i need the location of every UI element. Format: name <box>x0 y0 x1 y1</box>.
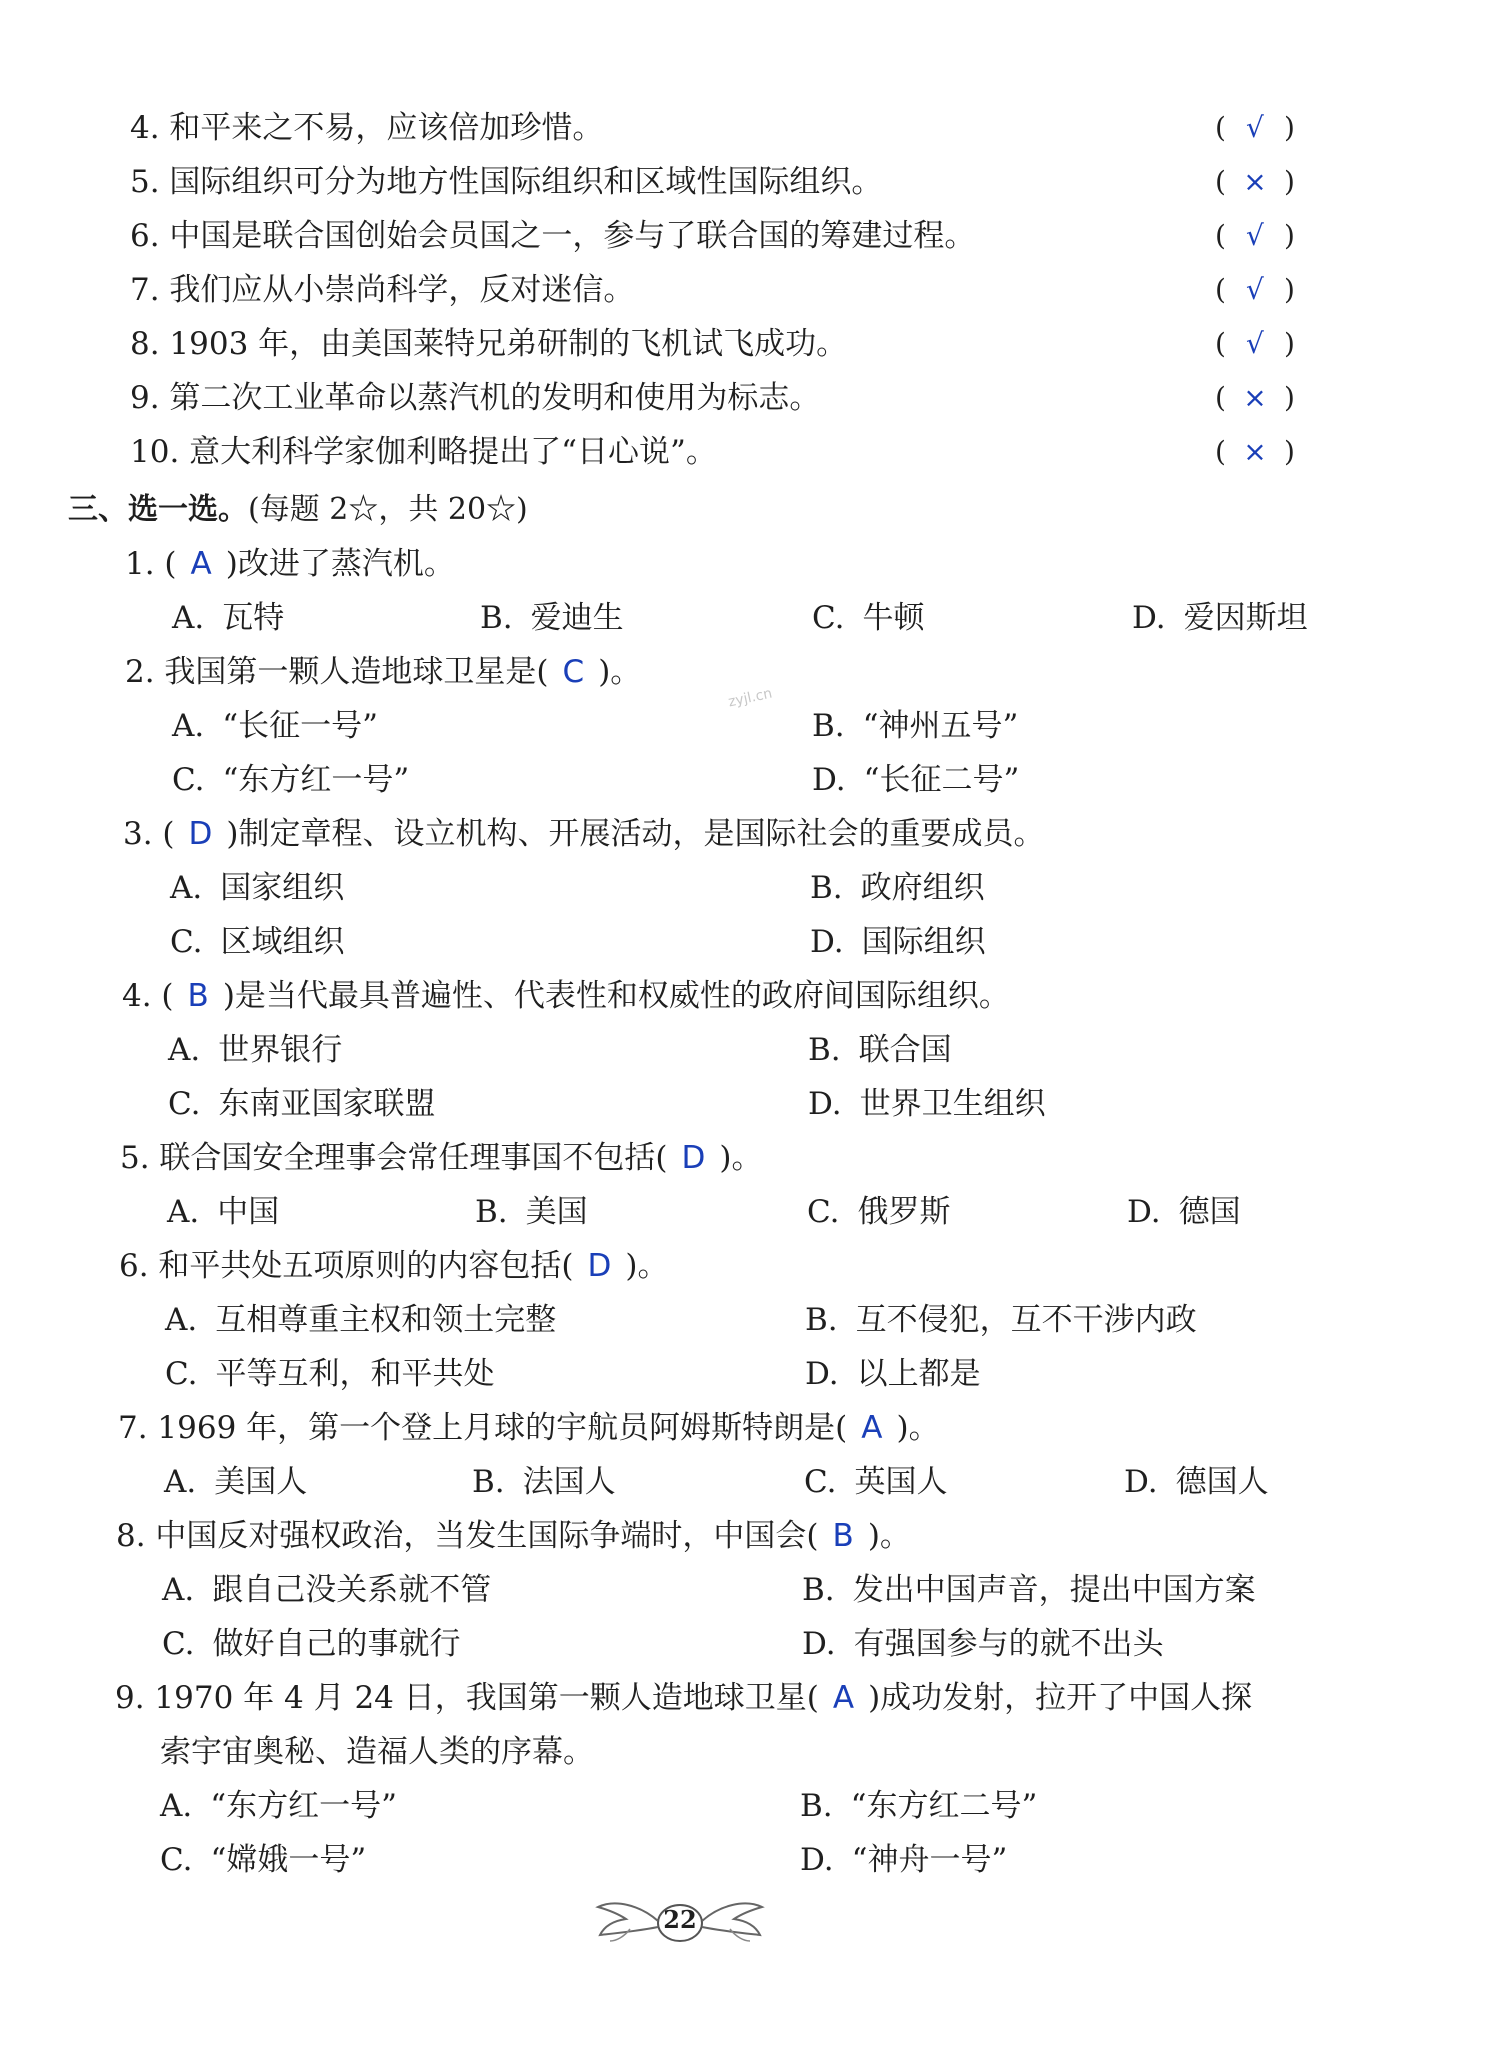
option-text: 法国人 <box>522 1464 616 1500</box>
tf-mark: × <box>1243 165 1267 198</box>
option-letter: C. <box>168 1086 201 1122</box>
option-text: 区域组织 <box>220 924 345 960</box>
question-stem <box>119 1246 669 1286</box>
tf-mark: √ <box>1246 111 1264 144</box>
option-text: 俄罗斯 <box>857 1194 951 1230</box>
answer-option <box>165 1300 556 1340</box>
option-text: 德国 <box>1178 1194 1241 1230</box>
chosen-answer: A <box>861 1410 883 1446</box>
answer-option <box>167 1192 279 1232</box>
paren-close: ) <box>1283 273 1295 306</box>
answer-option <box>472 1462 616 1502</box>
section-title: 三、选一选。 <box>68 492 248 527</box>
answer-option <box>1124 1462 1269 1502</box>
paren-close: ) <box>1283 381 1295 414</box>
tf-statement: 6. 中国是联合国创始会员国之一，参与了联合国的筹建过程。 <box>130 218 976 254</box>
tf-answer-box <box>1215 216 1295 256</box>
option-text: “长征二号” <box>863 762 1020 798</box>
paren-close: ) <box>1283 327 1295 360</box>
option-letter: C. <box>160 1842 193 1878</box>
option-letter: C. <box>170 924 203 960</box>
tf-statement: 8. 1903 年，由美国莱特兄弟研制的飞机试飞成功。 <box>130 326 848 362</box>
option-text: “东方红一号” <box>210 1788 397 1824</box>
tf-statement: 7. 我们应从小崇尚科学，反对迷信。 <box>130 272 635 308</box>
option-letter: B. <box>805 1302 838 1338</box>
option-letter: B. <box>808 1032 841 1068</box>
option-letter: A. <box>172 708 205 744</box>
option-text: 世界卫生组织 <box>859 1086 1046 1122</box>
answer-option <box>172 706 378 746</box>
answer-option <box>172 598 284 638</box>
stem-suffix: )。 <box>719 1140 763 1176</box>
option-letter: C. <box>162 1626 195 1662</box>
tf-answer-box <box>1215 270 1295 310</box>
option-letter: A. <box>165 1302 198 1338</box>
stem-prefix: 2. 我国第一颗人造地球卫星是( <box>125 654 549 690</box>
option-letter: C. <box>172 762 205 798</box>
answer-option <box>164 1462 307 1502</box>
option-letter: B. <box>810 870 843 906</box>
answer-option <box>802 1570 1256 1610</box>
option-text: “长征一号” <box>222 708 378 744</box>
tf-answer-box <box>1215 378 1295 418</box>
option-text: 平等互利，和平共处 <box>215 1356 495 1392</box>
option-letter: B. <box>812 708 845 744</box>
option-letter: A. <box>170 870 203 906</box>
option-text: 爱迪生 <box>530 600 624 636</box>
stem-suffix: )。 <box>867 1518 911 1554</box>
option-letter: A. <box>167 1194 200 1230</box>
paren-open: ( <box>1215 327 1226 360</box>
answer-option <box>807 1192 950 1232</box>
answer-option <box>800 1786 1037 1826</box>
option-letter: B. <box>800 1788 833 1824</box>
stem-prefix: 4. ( <box>122 978 174 1014</box>
chosen-answer: B <box>832 1518 854 1554</box>
answer-option <box>172 760 409 800</box>
option-letter: D. <box>808 1086 842 1122</box>
answer-option <box>168 1030 342 1070</box>
tf-answer-box <box>1215 108 1295 148</box>
answer-option <box>170 868 344 908</box>
option-text: 瓦特 <box>222 600 285 636</box>
option-letter: D. <box>1127 1194 1161 1230</box>
option-text: 做好自己的事就行 <box>212 1626 461 1662</box>
option-letter: A. <box>164 1464 197 1500</box>
stem-prefix: 9. 1970 年 4 月 24 日，我国第一颗人造地球卫星( <box>115 1680 819 1716</box>
paren-open: ( <box>1215 165 1226 198</box>
option-letter: A. <box>172 600 205 636</box>
option-text: 英国人 <box>854 1464 948 1500</box>
answer-option <box>162 1624 460 1664</box>
paren-close: ) <box>1283 435 1295 468</box>
answer-option <box>800 1840 1007 1880</box>
option-letter: A. <box>162 1572 195 1608</box>
option-letter: D. <box>1124 1464 1158 1500</box>
chosen-answer: A <box>832 1680 855 1716</box>
answer-option <box>802 1624 1164 1664</box>
option-text: 东南亚国家联盟 <box>218 1086 436 1122</box>
stem-prefix: 3. ( <box>123 816 175 852</box>
option-letter: C. <box>804 1464 837 1500</box>
question-stem <box>116 1516 911 1556</box>
answer-option <box>160 1786 397 1826</box>
paren-open: ( <box>1215 111 1226 144</box>
answer-option <box>475 1192 588 1232</box>
chosen-answer: D <box>188 816 213 852</box>
option-letter: C. <box>812 600 845 636</box>
tf-mark: × <box>1243 435 1267 468</box>
option-letter: D. <box>812 762 846 798</box>
option-text: 联合国 <box>858 1032 952 1068</box>
option-letter: B. <box>475 1194 508 1230</box>
question-stem <box>123 814 1045 854</box>
option-letter: D. <box>802 1626 836 1662</box>
tf-answer-box <box>1215 162 1295 202</box>
option-text: 世界银行 <box>218 1032 343 1068</box>
stem-prefix: 7. 1969 年，第一个登上月球的宇航员阿姆斯特朗是( <box>118 1410 848 1446</box>
section-points: (每题 2☆，共 20☆) <box>248 492 528 527</box>
answer-option <box>165 1354 494 1394</box>
option-text: 以上都是 <box>856 1356 981 1392</box>
answer-option <box>810 868 985 908</box>
option-text: 互不侵犯，互不干涉内政 <box>855 1302 1197 1338</box>
answer-option <box>805 1300 1197 1340</box>
stem-suffix: )。 <box>896 1410 940 1446</box>
option-letter: B. <box>472 1464 505 1500</box>
option-text: 跟自己没关系就不管 <box>212 1572 492 1608</box>
option-letter: C. <box>807 1194 840 1230</box>
option-text: “嫦娥一号” <box>210 1842 367 1878</box>
tf-mark: √ <box>1246 327 1264 360</box>
paren-close: ) <box>1283 165 1295 198</box>
paren-open: ( <box>1215 219 1226 252</box>
option-text: “神州五号” <box>862 708 1019 744</box>
option-letter: C. <box>165 1356 198 1392</box>
answer-option <box>812 760 1019 800</box>
option-letter: B. <box>480 600 513 636</box>
paren-open: ( <box>1215 435 1226 468</box>
question-stem <box>125 544 455 584</box>
question-stem <box>115 1678 1252 1718</box>
option-text: “东方红一号” <box>222 762 410 798</box>
answer-option <box>162 1570 491 1610</box>
paren-close: ) <box>1283 219 1295 252</box>
option-text: 中国 <box>217 1194 280 1230</box>
stem-prefix: 5. 联合国安全理事会常任理事国不包括( <box>120 1140 668 1176</box>
paren-open: ( <box>1215 273 1226 306</box>
section-heading <box>68 490 528 530</box>
option-letter: A. <box>168 1032 201 1068</box>
option-letter: A. <box>160 1788 193 1824</box>
option-text: 德国人 <box>1175 1464 1269 1500</box>
option-text: 发出中国声音，提出中国方案 <box>852 1572 1256 1608</box>
tf-mark: √ <box>1246 219 1264 252</box>
answer-option <box>808 1084 1046 1124</box>
stem-suffix: )是当代最具普遍性、代表性和权威性的政府间国际组织。 <box>222 978 1010 1014</box>
watermark: zyjl.cn <box>726 685 774 711</box>
option-letter: D. <box>1132 600 1166 636</box>
question-stem <box>120 1138 763 1178</box>
answer-option <box>808 1030 952 1070</box>
answer-option <box>1132 598 1308 638</box>
tf-statement: 4. 和平来之不易，应该倍加珍惜。 <box>130 110 604 146</box>
stem-prefix: 6. 和平共处五项原则的内容包括( <box>119 1248 574 1284</box>
chosen-answer: A <box>190 546 212 582</box>
answer-option <box>804 1462 947 1502</box>
option-letter: B. <box>802 1572 835 1608</box>
stem-suffix: )。 <box>598 654 642 690</box>
option-text: 政府组织 <box>860 870 985 906</box>
question-stem <box>118 1408 940 1448</box>
answer-option <box>810 922 986 962</box>
tf-mark: × <box>1243 381 1267 414</box>
option-text: 互相尊重主权和领土完整 <box>215 1302 557 1338</box>
answer-option <box>170 922 344 962</box>
stem-suffix: )改进了蒸汽机。 <box>225 546 455 582</box>
tf-answer-box <box>1215 324 1295 364</box>
option-text: 国际组织 <box>861 924 986 960</box>
question-stem-continuation: 索宇宙奥秘、造福人类的序幕。 <box>160 1734 594 1770</box>
answer-option <box>160 1840 366 1880</box>
page-number: 22 <box>663 1905 697 1934</box>
option-text: “东方红二号” <box>850 1788 1038 1824</box>
answer-option <box>168 1084 435 1124</box>
paren-close: ) <box>1283 111 1295 144</box>
answer-option <box>1127 1192 1241 1232</box>
page-number-badge <box>590 1885 770 1955</box>
option-text: 美国 <box>525 1194 588 1230</box>
option-text: 有强国参与的就不出头 <box>853 1626 1164 1662</box>
option-text: 国家组织 <box>220 870 345 906</box>
stem-suffix: )。 <box>625 1248 669 1284</box>
stem-suffix: )成功发射，拉开了中国人探 <box>868 1680 1253 1716</box>
option-letter: D. <box>805 1356 839 1392</box>
question-stem <box>122 976 1010 1016</box>
answer-option <box>812 706 1018 746</box>
chosen-answer: D <box>681 1140 706 1176</box>
option-text: 爱因斯坦 <box>1183 600 1308 636</box>
chosen-answer: D <box>587 1248 612 1284</box>
option-letter: D. <box>800 1842 834 1878</box>
option-text: 美国人 <box>214 1464 308 1500</box>
paren-open: ( <box>1215 381 1226 414</box>
chosen-answer: B <box>187 978 209 1014</box>
tf-answer-box <box>1215 432 1295 472</box>
stem-suffix: )制定章程、设立机构、开展活动，是国际社会的重要成员。 <box>226 816 1045 852</box>
tf-statement: 10. 意大利科学家伽利略提出了“日心说”。 <box>130 434 717 470</box>
option-text: 牛顿 <box>862 600 925 636</box>
answer-option <box>812 598 924 638</box>
stem-prefix: 1. ( <box>125 546 177 582</box>
answer-option <box>805 1354 981 1394</box>
option-text: “神舟一号” <box>851 1842 1008 1878</box>
option-letter: D. <box>810 924 844 960</box>
tf-statement: 5. 国际组织可分为地方性国际组织和区域性国际组织。 <box>130 164 883 200</box>
question-stem <box>125 652 641 692</box>
chosen-answer: C <box>562 654 585 690</box>
stem-prefix: 8. 中国反对强权政治，当发生国际争端时，中国会( <box>116 1518 819 1554</box>
tf-statement: 9. 第二次工业革命以蒸汽机的发明和使用为标志。 <box>130 380 821 416</box>
answer-option <box>480 598 624 638</box>
tf-mark: √ <box>1246 273 1264 306</box>
